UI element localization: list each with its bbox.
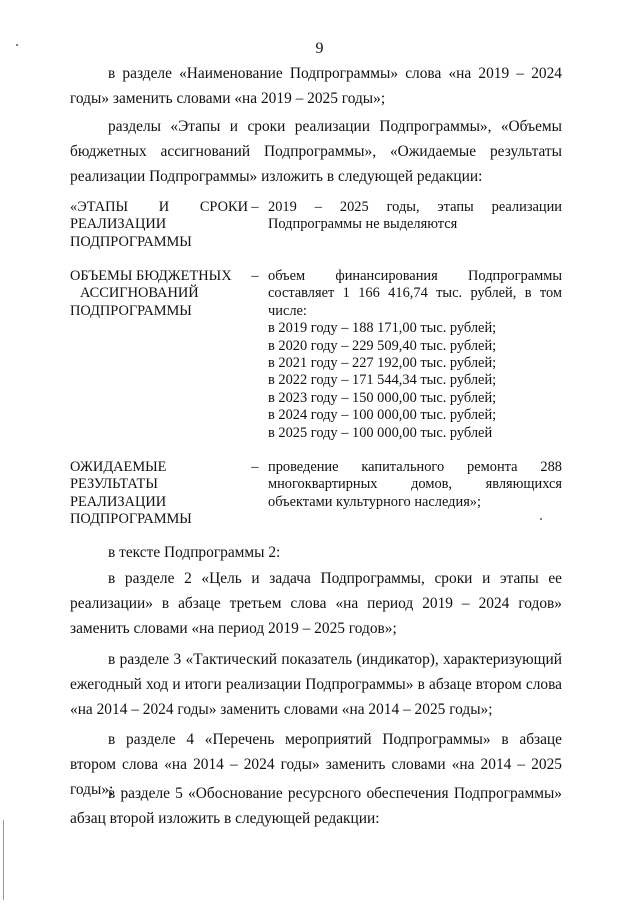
row-dash: – — [251, 268, 259, 284]
budget-year-2019: в 2019 году – 188 171,00 тыс. рублей; — [268, 320, 497, 337]
label-line: РЕЗУЛЬТАТЫ — [70, 476, 158, 493]
budget-total: объем финансирования Подпрограммы составляет 1 166 416,74 тыс. рублей, в том числе: — [268, 268, 562, 319]
row-label — [70, 268, 248, 320]
label-line: ПОДПРОГРАММЫ — [70, 233, 192, 250]
paragraph-section5: в разделе 5 «Обоснование ресурсного обеспечения Подпрограммы» абзац второй изложить в следующей редакции: — [70, 785, 562, 827]
label-line: ОБЪЕМЫ БЮДЖЕТНЫХ — [70, 268, 232, 284]
budget-year-2023: в 2023 году – 150 000,00 тыс. рублей; — [268, 389, 497, 406]
scan-speck — [540, 518, 542, 520]
paragraph-section2: в разделе 2 «Цель и задача Подпрограммы, сроки и этапы ее реализации» в абзаце третьем слова «на период 2019 – 2024 годов» заменить словами «на период 2019 – 2025 годов»; — [70, 570, 562, 637]
label-line: ОЖИДАЕМЫЕ — [70, 459, 167, 475]
label-line: РЕАЛИЗАЦИИ — [70, 493, 167, 510]
row-dash: – — [251, 459, 259, 475]
label-line: РЕАЛИЗАЦИИ — [70, 216, 167, 233]
budget-year-2022: в 2022 году – 171 544,34 тыс. рублей; — [268, 372, 497, 389]
paragraph-section3: в разделе 3 «Тактический показатель (индикатор), характеризующий ежегодный ход и итоги реализации Подпрограммы» в абзаце втором слова «на 2014 – 2024 годы» заменить словами «на 2014 – 2025 годы»; — [70, 651, 562, 718]
budget-year-2025: в 2025 году – 100 000,00 тыс. рублей — [268, 424, 493, 441]
budget-year-2024: в 2024 году – 100 000,00 тыс. рублей; — [268, 407, 497, 424]
paragraph-subprogram2: в тексте Подпрограммы 2: — [108, 544, 281, 561]
row-value — [268, 268, 562, 442]
budget-year-2021: в 2021 году – 227 192,00 тыс. рублей; — [268, 355, 497, 372]
label-line: АССИГНОВАНИЙ — [80, 285, 199, 302]
page-number: 9 — [315, 40, 324, 57]
row-dash: – — [251, 199, 259, 215]
budget-year-2020: в 2020 году – 229 509,40 тыс. рублей; — [268, 337, 497, 354]
row-value: 2019 – 2025 годы, этапы реализации Подпрограммы не выделяются — [268, 199, 562, 233]
label-line: «ЭТАПЫ И СРОКИ — [70, 199, 248, 215]
scan-edge-mark — [3, 820, 4, 900]
paragraph-section4: в разделе 4 «Перечень мероприятий Подпрограммы» в абзаце втором слова «на 2014 – 2024 годы» заменить словами «на 2014 – 2025 годы»; — [70, 731, 562, 798]
label-line: ПОДПРОГРАММЫ — [70, 302, 192, 319]
label-line: ПОДПРОГРАММЫ — [70, 511, 192, 528]
paragraph-title-change: в разделе «Наименование Подпрограммы» слова «на 2019 – 2024 годы» заменить словами «на 2019 – 2025 годы»; — [70, 65, 562, 107]
row-label — [70, 199, 248, 251]
paragraph-sections-change: разделы «Этапы и сроки реализации Подпрограммы», «Объемы бюджетных ассигнований Подпрограммы», «Ожидаемые результаты реализации Подпрограммы» изложить в следующей редакции: — [70, 118, 562, 185]
row-value: проведение капитального ремонта 288 многоквартирных домов, являющихся объектами культурного наследия»; — [268, 459, 562, 510]
row-label — [70, 459, 248, 529]
